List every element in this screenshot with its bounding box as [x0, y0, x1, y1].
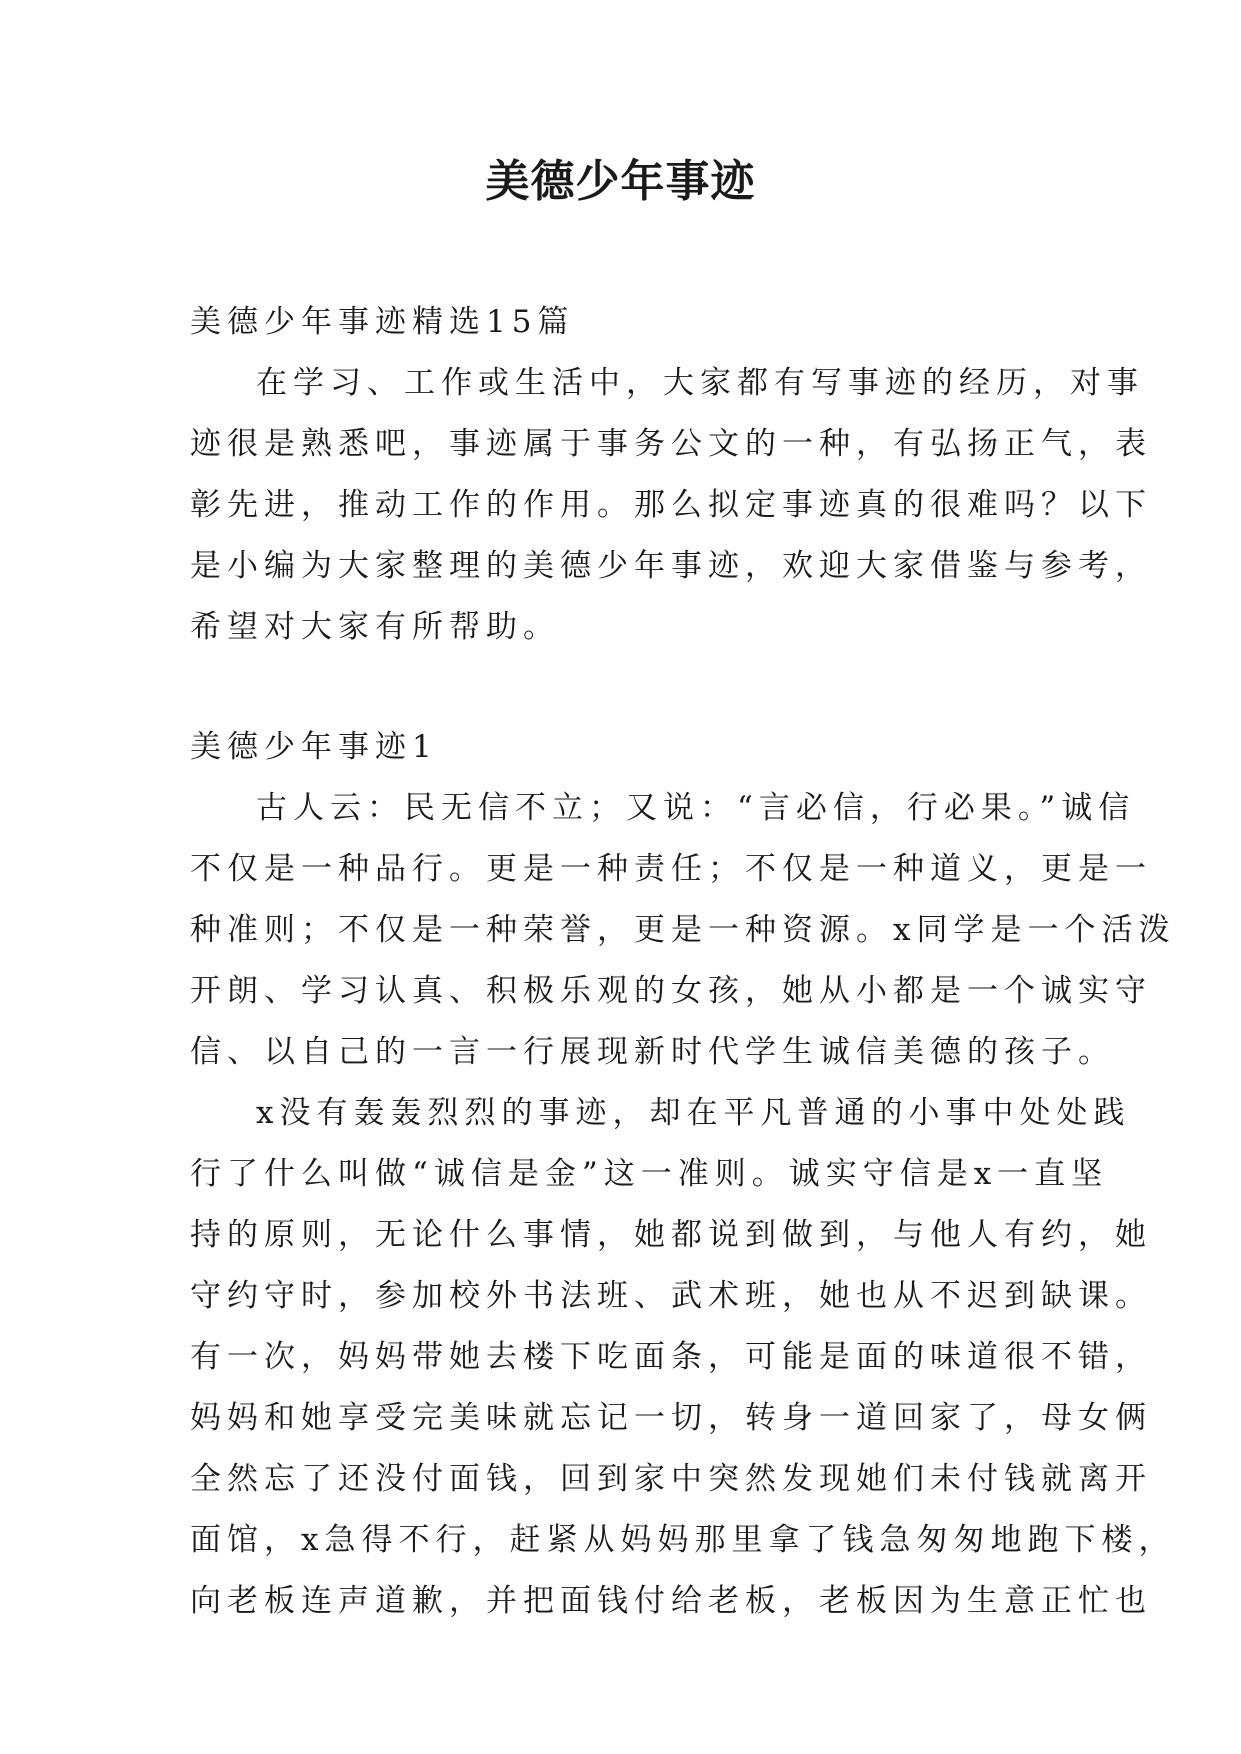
text-line: 种准则；不仅是一种荣誉，更是一种资源。x同学是一个活泼: [190, 912, 1176, 948]
text-line: 行了什么叫做“诚信是金”这一准则。诚实守信是x一直坚: [190, 1156, 1109, 1192]
text-line: 在学习、工作或生活中，大家都有写事迹的经历，对事: [256, 365, 1144, 401]
text-line: 持的原则，无论什么事情，她都说到做到，与他人有约，她: [190, 1217, 1152, 1253]
text-line: 面馆，x急得不行，赶紧从妈妈那里拿了钱急匆匆地跑下楼，: [190, 1522, 1176, 1558]
text-line: 是小编为大家整理的美德少年事迹，欢迎大家借鉴与参考，: [190, 548, 1152, 584]
paragraph: [190, 1083, 1176, 1632]
text-line: 迹很是熟悉吧，事迹属于事务公文的一种，有弘扬正气，表: [190, 426, 1152, 462]
subtitle: 美德少年事迹精选15篇: [190, 304, 575, 340]
intro-paragraph: [190, 353, 1152, 658]
spacer: [190, 658, 1060, 717]
text-line: 信、以自己的一言一行展现新时代学生诚信美德的孩子。: [190, 1034, 1115, 1070]
text-line: 古人云：民无信不立；又说：“言必信，行必果。”诚信: [256, 790, 1136, 826]
text-line: 守约守时，参加校外书法班、武术班，她也从不迟到缺课。: [190, 1278, 1152, 1314]
paragraph: [190, 778, 1176, 1083]
text-line: 彰先进，推动工作的作用。那么拟定事迹真的很难吗？以下: [190, 487, 1152, 523]
text-line: 有一次，妈妈带她去楼下吃面条，可能是面的味道很不错，: [190, 1339, 1152, 1375]
section-heading: 美德少年事迹1: [190, 729, 438, 765]
text-line: 全然忘了还没付面钱，回到家中突然发现她们未付钱就离开: [190, 1461, 1152, 1497]
text-line: 妈妈和她享受完美味就忘记一切，转身一道回家了，母女俩: [190, 1400, 1152, 1436]
document-title: 美德少年事迹: [485, 156, 756, 207]
text-line: 希望对大家有所帮助。: [190, 609, 560, 645]
text-line: 开朗、学习认真、积极乐观的女孩，她从小都是一个诚实守: [190, 973, 1152, 1009]
document-body: [190, 292, 1176, 1632]
text-line: 向老板连声道歉，并把面钱付给老板，老板因为生意正忙也: [190, 1583, 1152, 1619]
text-line: 不仅是一种品行。更是一种责任；不仅是一种道义，更是一: [190, 851, 1152, 887]
text-line: x没有轰轰烈烈的事迹，却在平凡普通的小事中处处践: [256, 1095, 1131, 1131]
